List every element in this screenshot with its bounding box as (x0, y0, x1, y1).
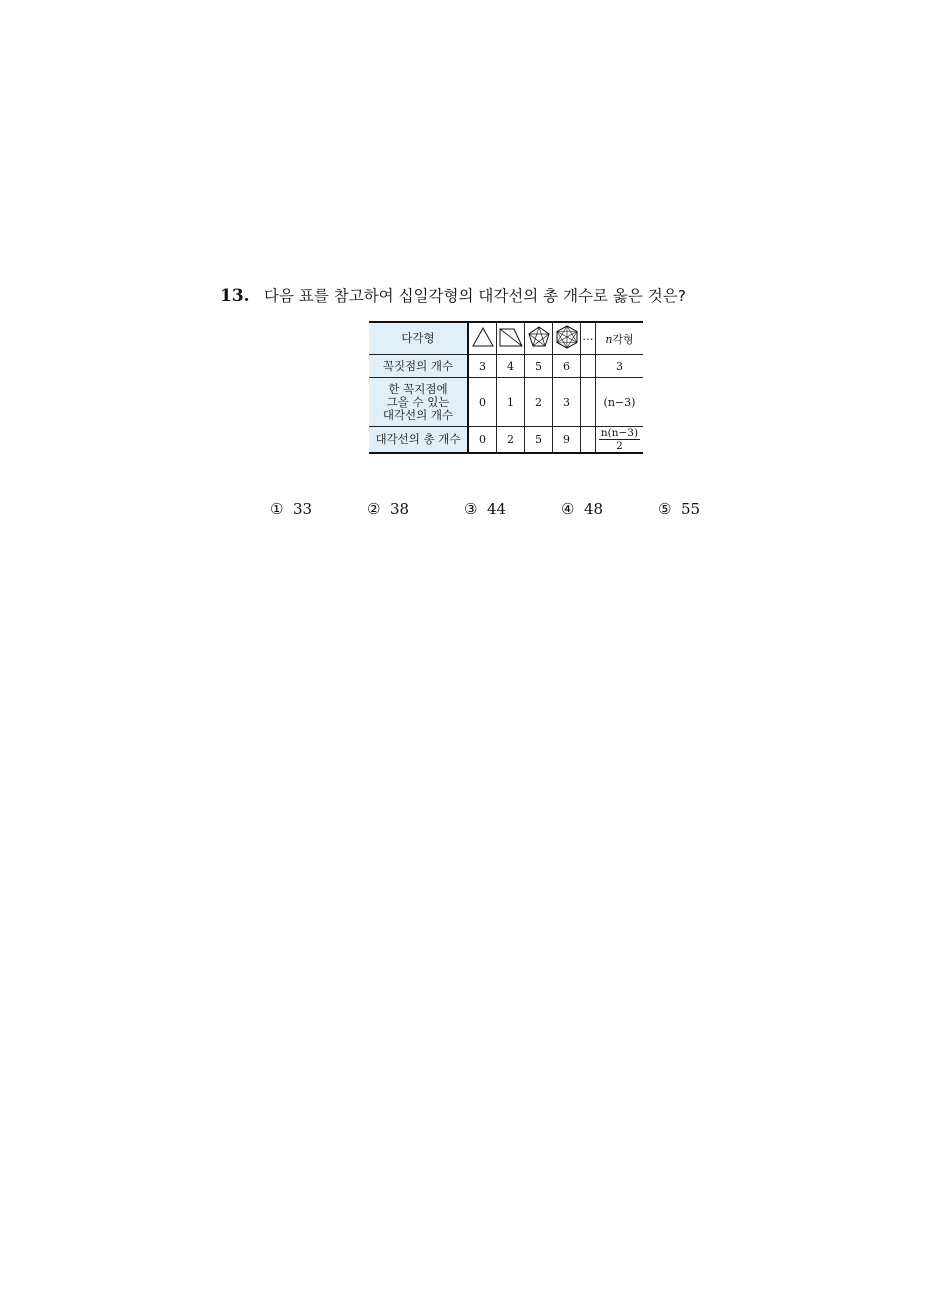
row-label-line: 한 꼭지점에 (388, 381, 448, 396)
question-text: 다음 표를 참고하여 십일각형의 대각선의 총 개수로 옳은 것은? (264, 287, 686, 305)
ellipsis-cell (581, 378, 596, 427)
polygon-diagonal-table (369, 321, 643, 454)
table-cell: 5 (525, 355, 553, 378)
triangle-icon (471, 326, 495, 348)
quadrilateral-icon (498, 326, 524, 348)
table-cell: 2 (497, 427, 525, 454)
table-cell: 6 (553, 355, 581, 378)
row-label-line: 대각선의 개수 (382, 407, 454, 422)
table-cell: 5 (525, 427, 553, 454)
pentagon-icon (527, 325, 551, 349)
choice-1[interactable] (270, 500, 312, 518)
choice-value: 48 (584, 500, 604, 518)
header-polygon-label: 다각형 (369, 322, 468, 355)
choice-mark: ④ (561, 500, 575, 518)
choice-mark: ① (270, 500, 284, 518)
general-cell: 3 (596, 355, 644, 378)
choice-mark: ③ (464, 500, 478, 518)
choice-value: 38 (390, 500, 410, 518)
ellipsis-cell (581, 355, 596, 378)
table-cell: 3 (468, 355, 497, 378)
row-label: 대각선의 총 개수 (369, 427, 468, 454)
table-cell: 0 (468, 378, 497, 427)
fraction-denominator: 2 (616, 440, 623, 452)
n-polygon-header (596, 322, 644, 355)
choice-5[interactable] (658, 500, 700, 518)
row-label (369, 378, 468, 427)
hexagon-icon (555, 324, 579, 350)
n-polygon-suffix: 각형 (612, 332, 634, 346)
table-row (369, 427, 643, 454)
row-label-line: 그을 수 있는 (386, 394, 450, 409)
choice-mark: ⑤ (658, 500, 672, 518)
pentagon-cell (525, 322, 553, 355)
quadrilateral-cell (497, 322, 525, 355)
table-cell: 3 (553, 378, 581, 427)
fraction-numerator: n(n−3) (600, 427, 639, 439)
choice-2[interactable] (367, 500, 409, 518)
triangle-cell (468, 322, 497, 355)
question-number: 13. (220, 286, 250, 306)
choice-4[interactable] (561, 500, 603, 518)
table-row (369, 355, 643, 378)
general-cell: (n−3) (596, 378, 644, 427)
choice-value: 33 (293, 500, 313, 518)
table-header-row (369, 322, 643, 355)
hexagon-cell (553, 322, 581, 355)
general-cell (596, 427, 644, 454)
fraction (599, 427, 640, 452)
choice-3[interactable] (464, 500, 506, 518)
table-cell: 2 (525, 378, 553, 427)
choice-mark: ② (367, 500, 381, 518)
table-cell: 0 (468, 427, 497, 454)
table-cell: 1 (497, 378, 525, 427)
choice-value: 44 (487, 500, 507, 518)
n-variable: n (605, 332, 613, 346)
question (220, 284, 686, 306)
table-row (369, 378, 643, 427)
ellipsis-cell (581, 427, 596, 454)
row-label: 꼭짓점의 개수 (369, 355, 468, 378)
table-cell: 9 (553, 427, 581, 454)
table-cell: 4 (497, 355, 525, 378)
choice-value: 55 (681, 500, 701, 518)
ellipsis-cell: ⋯ (581, 322, 596, 355)
